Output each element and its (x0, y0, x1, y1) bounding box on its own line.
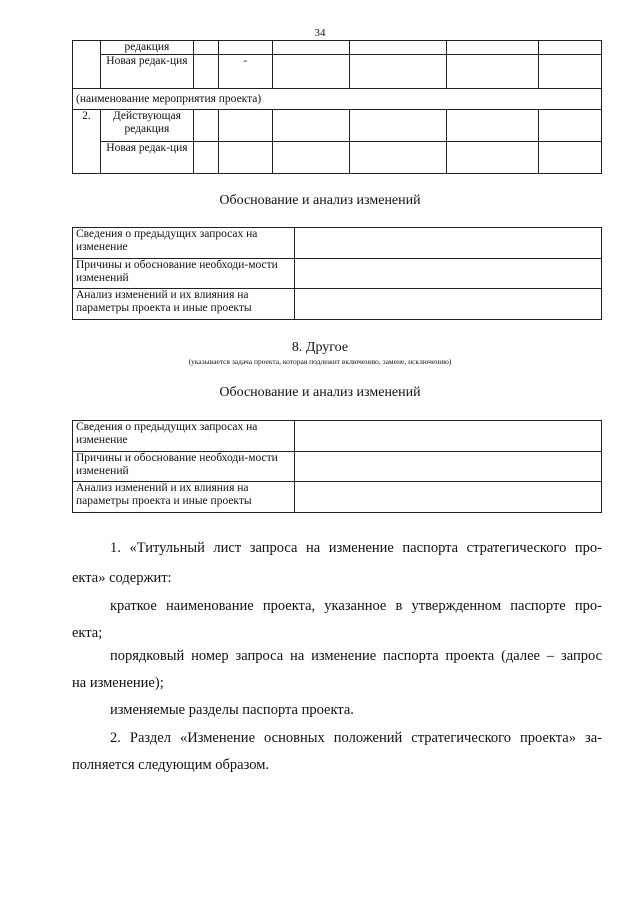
row-label: Новая редак-ция (100, 142, 193, 174)
section-title: 8. Другое (291, 340, 349, 355)
row-label: Сведения о предыдущих запросах на изменение (73, 421, 295, 452)
row-value-cell (294, 289, 601, 320)
row-value: - (218, 55, 272, 89)
paragraph-1-line-2: екта» содержит: (72, 570, 172, 586)
paragraph-1-line-1: 1. «Титульный лист запроса на изменение паспорта стратегического про- (110, 540, 602, 556)
row-value-cell (294, 421, 601, 452)
table-cell (73, 41, 101, 89)
row-label: Сведения о предыдущих запросах на изменение (73, 228, 295, 259)
row-label: Действующая редакция (100, 110, 193, 142)
section-heading: Обоснование и анализ изменений (219, 193, 421, 208)
row-value-cell (294, 452, 601, 482)
section-heading: Обоснование и анализ изменений (219, 385, 421, 400)
row-value-cell (294, 482, 601, 513)
row-number: 2. (73, 110, 101, 174)
row-label: Анализ изменений и их влияния на параметры проекта и иные проекты (73, 289, 295, 320)
span-row: (наименование мероприятия проекта) (73, 89, 602, 110)
paragraph-2-line-2: екта; (72, 625, 103, 641)
justification-table-2 (72, 420, 602, 513)
row-label: редакция (100, 41, 193, 55)
row-value-cell (294, 228, 601, 259)
paragraph-4: изменяемые разделы паспорта проекта. (110, 702, 354, 718)
page-number: 34 (314, 27, 326, 39)
row-label: Анализ изменений и их влияния на параметры проекта и иные проекты (73, 482, 295, 513)
top-table (72, 40, 602, 174)
row-label: Причины и обоснование необходи-мости изменений (73, 259, 295, 289)
paragraph-2-line-1: краткое наименование проекта, указанное в утвержденном паспорте про- (110, 598, 602, 614)
paragraph-5-line-1: 2. Раздел «Изменение основных положений стратегического проекта» за- (110, 730, 602, 746)
row-label: Причины и обоснование необходи-мости изменений (73, 452, 295, 482)
row-value-cell (294, 259, 601, 289)
justification-table (72, 227, 602, 320)
paragraph-3-line-1: порядковый номер запроса на изменение паспорта проекта (далее – запрос (110, 648, 602, 664)
paragraph-3-line-2: на изменение); (72, 675, 164, 691)
row-label: Новая редак-ция (100, 55, 193, 89)
section-note: (указывается задача проекта, которая подлежит включению, замене, исключению) (188, 357, 452, 366)
paragraph-5-line-2: полняется следующим образом. (72, 757, 269, 773)
